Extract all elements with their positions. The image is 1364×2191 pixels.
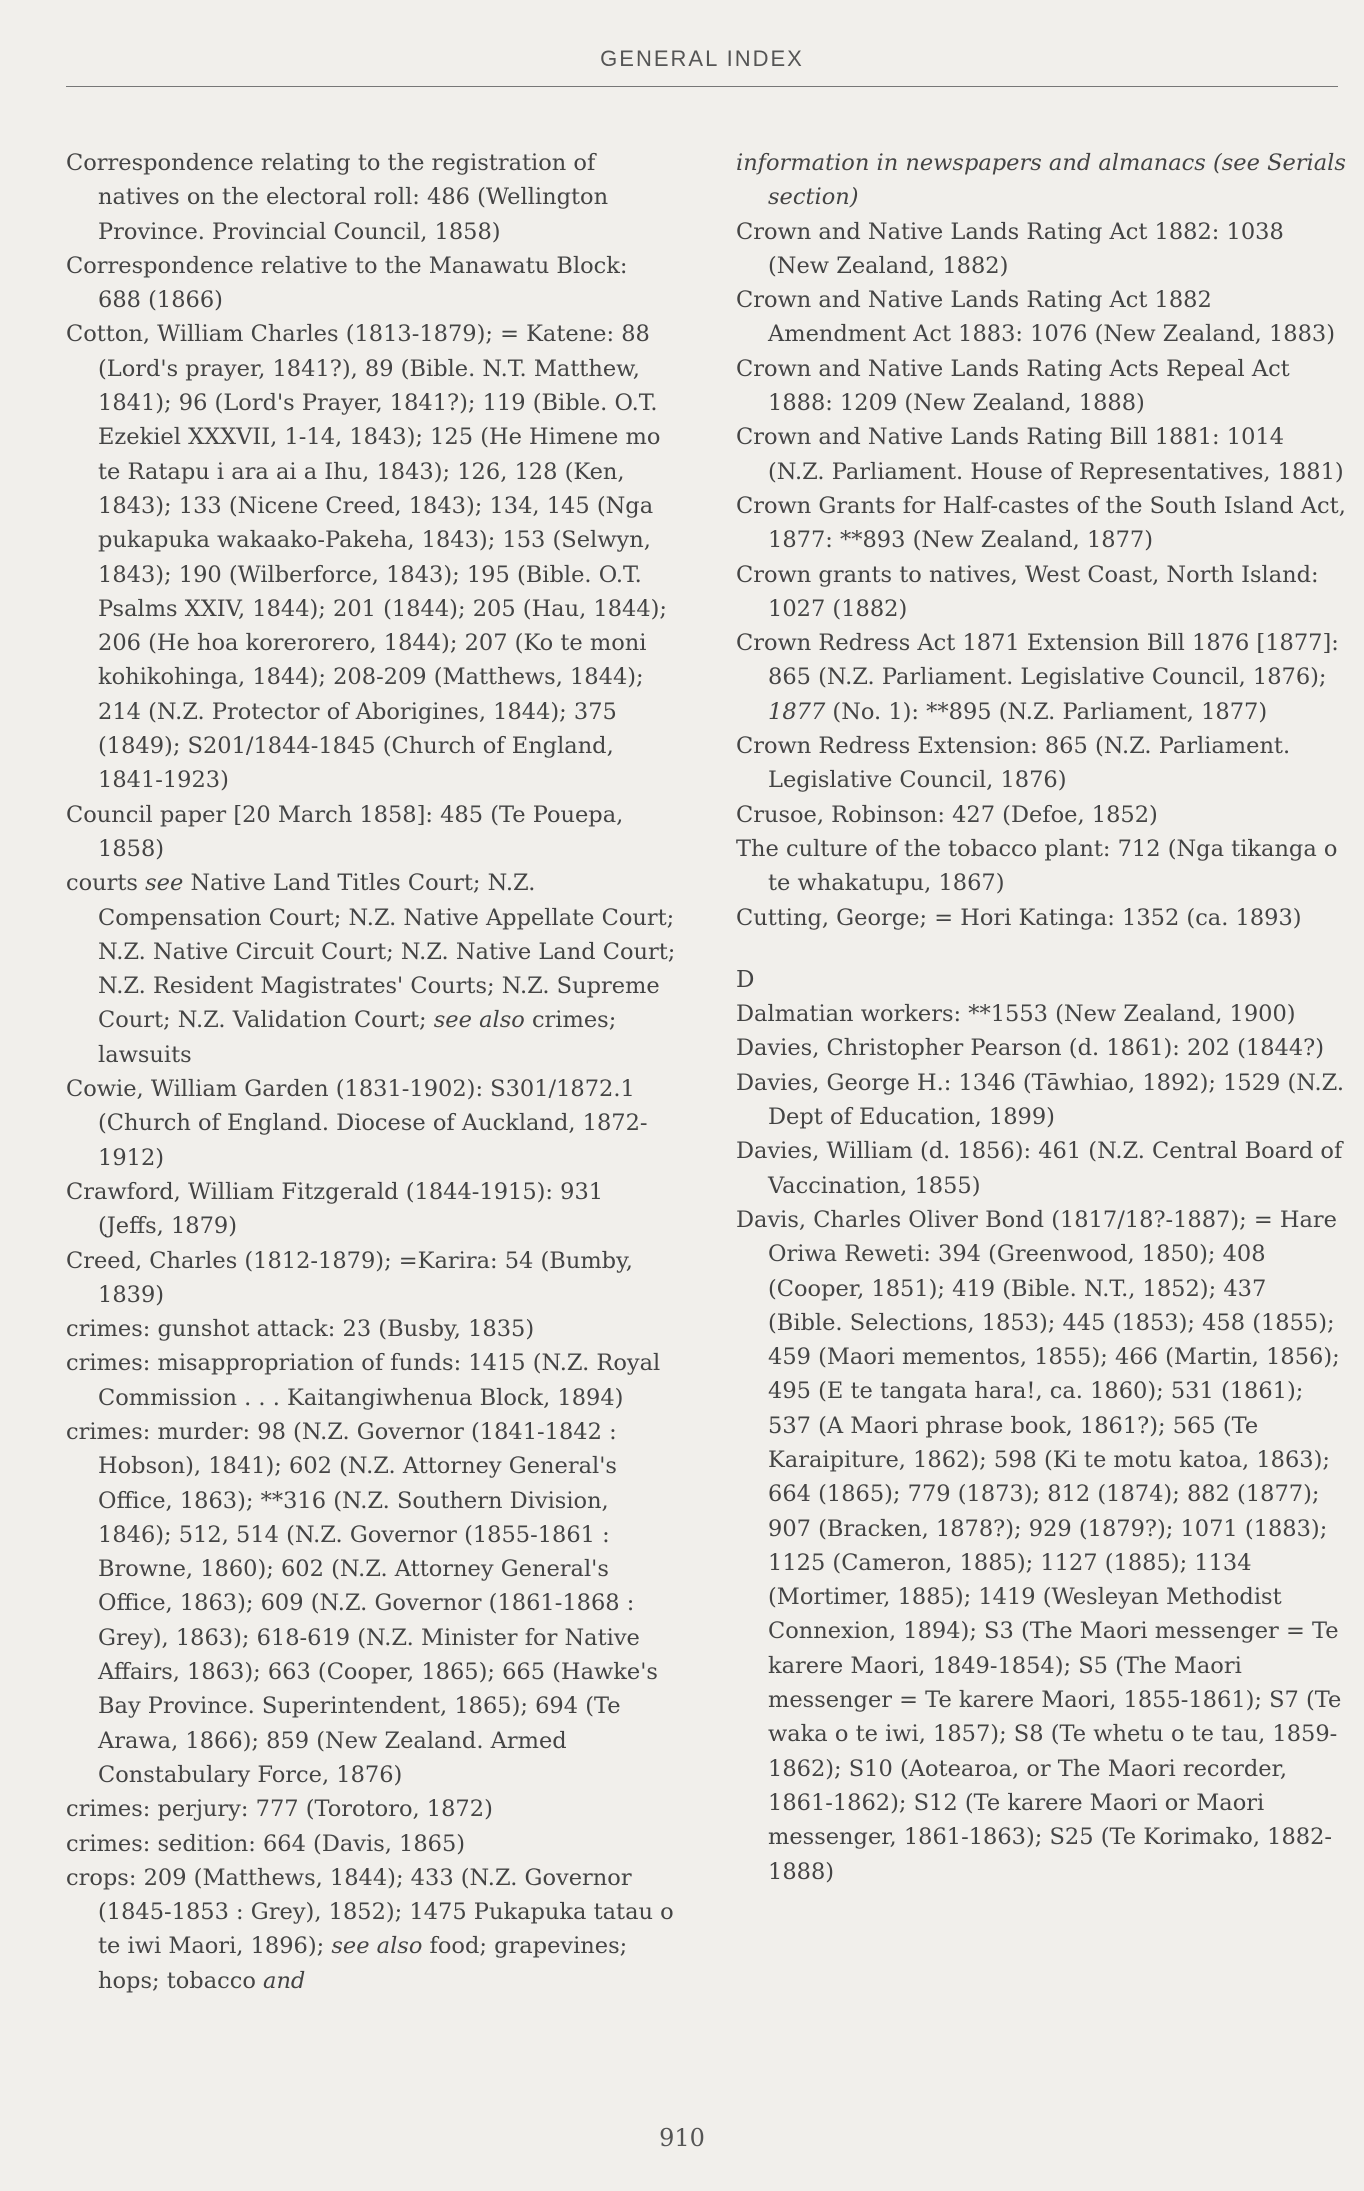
index-entry [736, 798, 1346, 832]
index-entry-text: Crown and Native Lands Rating Acts Repeal Act 1888: 1209 (New Zealand, 1888) [736, 355, 1297, 417]
index-entry-text: Crown and Native Lands Rating Act 1882 Amendment Act 1883: 1076 (New Zealand, 1883) [736, 287, 1335, 348]
index-entry [66, 798, 676, 867]
index-entry [66, 1415, 676, 1792]
index-entry-text: Crown grants to natives, West Coast, North Island: 1027 (1882) [736, 561, 1326, 622]
index-entry-text: crimes: sedition: 664 (Davis, 1865) [66, 1830, 466, 1857]
index-entry-text: Crown Grants for Half-castes of the South Island Act, 1877: **893 (New Zealand, 1877) [736, 492, 1354, 554]
index-entry [66, 146, 676, 249]
index-entry [736, 283, 1346, 352]
index-entry-text: The culture of the tobacco plant: 712 (Nga tikanga o te whakatupu, 1867) [736, 835, 1345, 897]
index-entry-text: crimes: gunshot attack: 23 (Busby, 1835) [66, 1316, 535, 1343]
index-entry-italic-text: and [263, 1967, 306, 1994]
index-entry-text: Crown and Native Lands Rating Act 1882: 1038 (New Zealand, 1882) [736, 218, 1291, 279]
index-entry [736, 1031, 1346, 1065]
running-header: GENERAL INDEX [600, 46, 804, 71]
index-entry-text: crimes; lawsuits [98, 1007, 624, 1068]
index-entry [736, 352, 1346, 421]
index-entry-text: Creed, Charles (1812-1879); =Karira: 54 (Bumby, 1839) [66, 1247, 641, 1308]
index-entry-text: Crusoe, Robinson: 427 (Defoe, 1852) [736, 801, 1158, 828]
index-entry-italic-text: see also [433, 1007, 525, 1034]
index-entry-text: Crown Redress Act 1871 Extension Bill 1876 [1877]: 865 (N.Z. Parliament. Legislative Council, 1876); [736, 630, 1346, 691]
index-entry [66, 249, 676, 318]
index-entry [66, 1792, 676, 1826]
index-entry-text: Native Land Titles Court; N.Z. Compensation Court; N.Z. Native Appellate Court; N.Z. Native Circuit Court; N.Z. Native Land Court; N.Z. Resident Magistrates' Courts; N.Z. Supreme Court; N.Z. Validation Court; [98, 870, 683, 1034]
index-entry [66, 1861, 681, 1998]
index-entry [736, 729, 1346, 798]
index-entry-text: Cowie, William Garden (1831-1902): S301/1872.1 (Church of England. Diocese of Auckland, 1872-1912) [66, 1076, 648, 1171]
index-entry-text: Cotton, William Charles (1813-1879); = Katene: 88 (Lord's prayer, 1841?), 89 (Bible. N.T. Matthew, 1841); 96 (Lord's Prayer, 1841?); 119 (Bible. O.T. Ezekiel XXXVII, 1-14, 1843); 125 (He Himene mo te Ratapu i ara ai a Ihu, 1843); 126, 128 (Ken, 1843); 133 (Nicene Creed, 1843); 134, 145 (Nga pukapuka wakaako-Pakeha, 1843); 153 (Selwyn, 1843); 190 (Wilberforce, 1843); 195 (Bible. O.T. Psalms XXIV, 1844); 201 (1844); 205 (Hau, 1844); 206 (He hoa korerorero, 1844); 207 (Ko te moni kohikohinga, 1844); 208-209 (Matthews, 1844); 214 (N.Z. Protector of Aborigines, 1844); 375 (1849); S201/1844-1845 (Church of England, 1841-1923) [66, 321, 675, 794]
index-entry-text: Davies, Christopher Pearson (d. 1861): 202 (1844?) [736, 1035, 1325, 1062]
index-entry [736, 1203, 1349, 1889]
index-entry [736, 997, 1346, 1031]
index-entry [736, 832, 1346, 901]
index-entry-italic-text: information in newspapers and almanacs (see Serials section) [736, 150, 1354, 211]
index-entry [736, 901, 1346, 935]
index-entry-text: Cutting, George; = Hori Katinga: 1352 (ca. 1893) [736, 904, 1302, 931]
index-entry [736, 1134, 1350, 1203]
index-entry-text: Davies, George H.: 1346 (Tāwhiao, 1892); 1529 (N.Z. Dept of Education, 1899) [736, 1069, 1352, 1131]
index-entry-text: Correspondence relating to the registration of natives on the electoral roll: 486 (Wellington Province. Provincial Council, 1858) [66, 150, 616, 245]
index-entry [66, 1827, 676, 1861]
index-entry-text: Crown and Native Lands Rating Bill 1881: 1014 (N.Z. Parliament. House of Representatives, 1881) [736, 424, 1344, 485]
index-entry [66, 1175, 676, 1244]
index-entry-text: crimes: misappropriation of funds: 1415 (N.Z. Royal Commission . . . Kaitangiwhenua Block, 1894) [66, 1350, 668, 1411]
index-entry-italic-text: 1877 [768, 698, 826, 725]
index-entry [66, 317, 676, 797]
index-entry-italic-text: see also [331, 1933, 423, 1960]
index-entry-text: Correspondence relative to the Manawatu Block: 688 (1866) [66, 252, 635, 314]
right-column [736, 146, 1354, 1889]
index-entry-text: courts [66, 870, 146, 897]
index-entry [736, 1066, 1352, 1135]
index-entry-text: crimes: murder: 98 (N.Z. Governor (1841-1842 : Hobson), 1841); 602 (N.Z. Attorney General's Office, 1863); **316 (N.Z. Southern Division, 1846); 512, 514 (N.Z. Governor (1855-1861 : Browne, 1860); 602 (N.Z. Attorney General's Office, 1863); 609 (N.Z. Governor (1861-1868 : Grey), 1863); 618-619 (N.Z. Minister for Native Affairs, 1863); 663 (Cooper, 1865); 665 (Hawke's Bay Province. Superintendent, 1865); 694 (Te Arawa, 1866); 859 (New Zealand. Armed Constabulary Force, 1876) [66, 1418, 666, 1788]
index-entry [736, 489, 1354, 558]
index-entry [66, 1244, 676, 1313]
index-entry-text: (No. 1): **895 (N.Z. Parliament, 1877) [825, 698, 1268, 725]
index-entry-text: Crown Redress Extension: 865 (N.Z. Parliament. Legislative Council, 1876) [736, 733, 1298, 794]
index-entry-text: Dalmatian workers: **1553 (New Zealand, 1900) [736, 1001, 1296, 1028]
index-entry [66, 866, 683, 1072]
index-entry-text: Crawford, William Fitzgerald (1844-1915): 931 (Jeffs, 1879) [66, 1178, 611, 1240]
index-entry-text: Davis, Charles Oliver Bond (1817/18?-1887); = Hare Oriwa Reweti: 394 (Greenwood, 1850); 408 (Cooper, 1851); 419 (Bible. N.T., 1852); 437 (Bible. Selections, 1853); 445 (1853); 458 (1855); 459 (Maori mementos, 1855); 466 (Martin, 1856); 495 (E te tangata hara!, ca. 1860); 531 (1861); 537 (A Maori phrase book, 1861?); 565 (Te Karaipiture, 1862); 598 (Ki te motu katoa, 1863); 664 (1865); 779 (1873); 812 (1874); 882 (1877); 907 (Bracken, 1878?); 929 (1879?); 1071 (1883); 1125 (Cameron, 1885); 1127 (1885); 1134 (Mortimer, 1885); 1419 (Wesleyan Methodist Connexion, 1894); S3 (The Maori messenger = Te karere Maori, 1849-1854); S5 (The Maori messenger = Te karere Maori, 1855-1861); S7 (Te waka o te iwi, 1857); S8 (Te whetu o te tau, 1859-1862); S10 (Aotearoa, or The Maori recorder, 1861-1862); S12 (Te karere Maori or Maori messenger, 1861-1863); S25 (Te Korimako, 1882-1888) [736, 1206, 1349, 1885]
index-entry-text: crops: 209 (Matthews, 1844); 433 (N.Z. Governor (1845-1853 : Grey), 1852); 1475 Pukapuka tatau o te iwi Maori, 1896); [66, 1864, 681, 1960]
index-entry [736, 215, 1346, 284]
index-entry [736, 558, 1346, 627]
section-letter: D [736, 966, 755, 993]
index-entry [66, 1072, 676, 1175]
index-entry-text: crimes: perjury: 777 (Torotoro, 1872) [66, 1796, 493, 1823]
index-entry [66, 1312, 676, 1346]
page-number: 910 [659, 2124, 705, 2152]
header-rule [66, 86, 1338, 87]
index-entry-text: Davies, William (d. 1856): 461 (N.Z. Central Board of Vaccination, 1855) [736, 1138, 1350, 1199]
index-entry [736, 626, 1346, 729]
index-entry-text: food; grapevines; hops; tobacco [98, 1933, 635, 1994]
index-entry-italic-text: see [145, 870, 184, 897]
index-entry [736, 420, 1346, 489]
index-entry [66, 1346, 676, 1415]
index-entry [736, 146, 1354, 215]
left-column [66, 146, 683, 1998]
index-entry-text: Council paper [20 March 1858]: 485 (Te Pouepa, 1858) [66, 801, 631, 862]
